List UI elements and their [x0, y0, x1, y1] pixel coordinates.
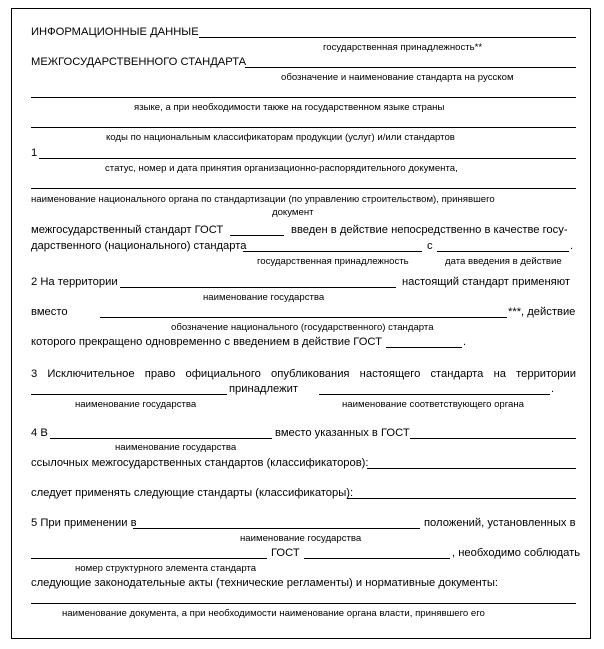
standard-applied-label: настоящий стандарт применяют — [402, 276, 570, 288]
state-name-caption: наименование государства — [203, 292, 325, 303]
national-standard-designation-field[interactable] — [100, 317, 507, 318]
instead-of-label: вместо — [31, 306, 68, 318]
document-name-caption: наименование документа, а при необходимости наименование органа власти, принявшего его — [62, 608, 485, 619]
effective-date-field[interactable] — [437, 251, 569, 252]
national-body-field[interactable] — [31, 188, 576, 189]
classifier-codes-field[interactable] — [31, 127, 576, 128]
gost-number-field-3[interactable] — [304, 558, 450, 559]
item-4-in-label: 4 В — [31, 427, 48, 439]
standard-name-field[interactable] — [245, 67, 576, 68]
body-name-caption: наименование соответствующего органа — [342, 399, 524, 410]
status-document-caption: статус, номер и дата принятия организационно-распорядительного документа, — [105, 163, 458, 174]
period-mark-3: . — [551, 383, 555, 395]
gost-label: ГОСТ — [271, 547, 300, 559]
document-caption: документ — [272, 207, 314, 218]
instead-of-gost-label: вместо указанных в ГОСТ — [275, 427, 410, 439]
territory-state-field[interactable] — [120, 287, 396, 288]
responsible-body-field[interactable] — [319, 394, 550, 395]
normative-documents-field[interactable] — [31, 603, 576, 604]
standard-name-caption: обозначение и наименование стандарта на русском — [281, 72, 514, 83]
info-data-label: ИНФОРМАЦИОННЫЕ ДАННЫЕ — [31, 26, 199, 38]
apply-standards-label: следует применять следующие стандарты (классификаторы): — [31, 487, 354, 499]
item-2-territory-label: 2 На территории — [31, 276, 118, 288]
publication-state-field[interactable] — [31, 394, 227, 395]
state-name-caption-4: наименование государства — [240, 533, 362, 544]
gost-reference-field[interactable] — [410, 438, 576, 439]
interstate-standard-label: МЕЖГОСУДАРСТВЕННОГО СТАНДАРТА — [31, 56, 247, 68]
since-label: с — [427, 240, 433, 252]
status-document-field[interactable] — [39, 158, 576, 159]
application-state-field[interactable] — [133, 528, 420, 529]
apply-standards-field[interactable] — [347, 498, 576, 499]
structural-element-caption: номер структурного элемента стандарта — [75, 563, 257, 574]
must-comply-label: , необходимо соблюдать — [452, 547, 581, 559]
item-4-state-field[interactable] — [50, 438, 272, 439]
state-affiliation-caption-2: государственная принадлежность — [257, 256, 409, 267]
state-name-caption-3: наименование государства — [115, 442, 237, 453]
gost-number-field[interactable] — [230, 235, 284, 236]
state-name-caption-2: наименование государства — [75, 399, 197, 410]
state-affiliation-field[interactable] — [199, 37, 576, 38]
national-standard-label: дарственного (национального) стандарта — [31, 240, 247, 252]
validity-label: ***, действие — [508, 306, 576, 318]
item-1-number: 1 — [31, 147, 38, 159]
classifier-codes-caption: коды по национальным классификаторам продукции (услуг) и/или стандартов — [106, 132, 455, 143]
state-affiliation-field-2[interactable] — [243, 251, 422, 252]
item-3-exclusive-right-label: 3 Исключительное право официального опубликования настоящего стандарта на территории — [31, 368, 576, 380]
provisions-established-label: положений, установленных в — [424, 517, 576, 529]
item-5-application-label: 5 При применении в — [31, 517, 137, 529]
terminated-label: которого прекращено одновременно с введением в действие ГОСТ — [31, 336, 382, 348]
gost-introduced-label: межгосударственный стандарт ГОСТ — [31, 224, 224, 236]
period-mark-2: . — [463, 336, 467, 348]
structural-element-field[interactable] — [31, 558, 267, 559]
belongs-to-label: принадлежит — [229, 383, 298, 395]
language-caption: языке, а при необходимости также на государственном языке страны — [134, 102, 445, 113]
referenced-standards-field[interactable] — [367, 468, 576, 469]
standard-name-continued-field[interactable] — [31, 97, 576, 98]
effective-date-caption: дата введения в действие — [445, 256, 562, 267]
legislative-acts-label: следующие законодательные акты (технические регламенты) и нормативные документы: — [31, 577, 498, 589]
national-body-caption: наименование национального органа по стандартизации (по управлению строительством), принявшего — [31, 194, 495, 205]
gost-number-field-2[interactable] — [386, 347, 462, 348]
introduced-directly-label: введен в действие непосредственно в качестве госу- — [291, 224, 568, 236]
national-standard-caption: обозначение национального (государственного) стандарта — [171, 322, 434, 333]
period-mark: . — [570, 240, 574, 252]
referenced-standards-label: ссылочных межгосударственных стандартов (классификаторов): — [31, 457, 369, 469]
state-affiliation-caption: государственная принадлежность** — [323, 42, 483, 53]
